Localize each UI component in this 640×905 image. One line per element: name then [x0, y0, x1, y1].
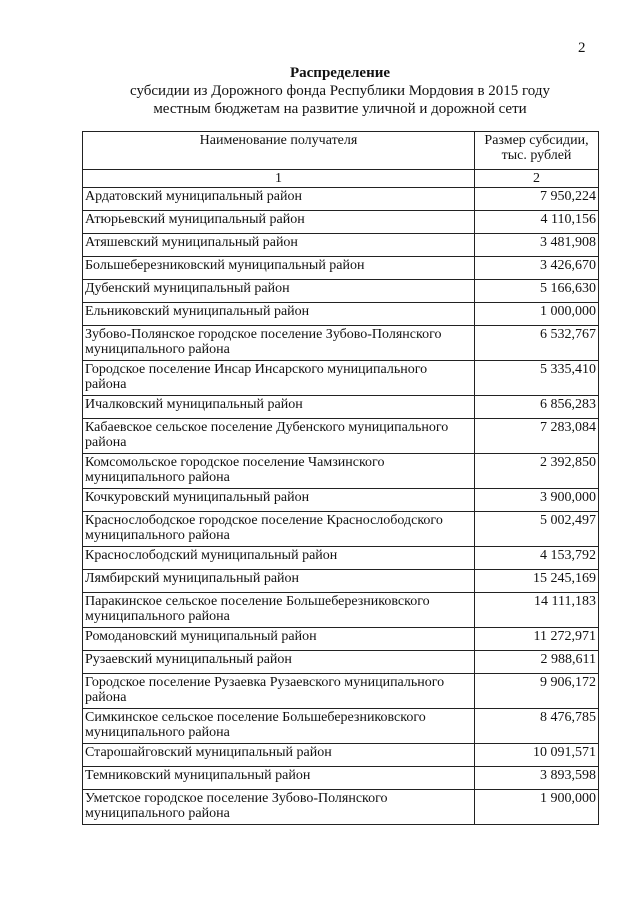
- recipient-name: Темниковский муниципальный район: [83, 767, 475, 790]
- document-subtitle-line-2: местным бюджетам на развитие уличной и дорожной сети: [153, 101, 527, 117]
- table-row: [83, 188, 599, 211]
- subsidy-amount: 6 856,283: [475, 396, 599, 419]
- subsidy-amount: 6 532,767: [475, 326, 599, 361]
- table-row: [83, 547, 599, 570]
- subsidy-amount: 14 111,183: [475, 593, 599, 628]
- recipient-name: Краснослободское городское поселение Краснослободского муниципального района: [83, 512, 475, 547]
- subsidy-amount: 8 476,785: [475, 709, 599, 744]
- subsidy-amount: 2 988,611: [475, 651, 599, 674]
- recipient-name: Ардатовский муниципальный район: [83, 188, 475, 211]
- recipient-name: Симкинское сельское поселение Большеберезниковского муниципального района: [83, 709, 475, 744]
- table-row: [83, 709, 599, 744]
- subsidy-amount: 1 900,000: [475, 790, 599, 825]
- table-row: [83, 628, 599, 651]
- subsidy-amount: 5 002,497: [475, 512, 599, 547]
- document-heading: [80, 64, 600, 118]
- subsidy-amount: 5 335,410: [475, 361, 599, 396]
- table-row: [83, 570, 599, 593]
- recipient-name: Ельниковский муниципальный район: [83, 303, 475, 326]
- recipient-name: Паракинское сельское поселение Большеберезниковского муниципального района: [83, 593, 475, 628]
- subsidy-amount: 2 392,850: [475, 454, 599, 489]
- subsidy-amount: 4 110,156: [475, 211, 599, 234]
- subsidy-amount: 11 272,971: [475, 628, 599, 651]
- document-subtitle-line-1: субсидии из Дорожного фонда Республики Мордовия в 2015 году: [130, 83, 550, 99]
- table-row: [83, 234, 599, 257]
- subsidy-amount: 9 906,172: [475, 674, 599, 709]
- subsidy-table: [82, 131, 599, 825]
- table-row: [83, 280, 599, 303]
- recipient-name: Лямбирский муниципальный район: [83, 570, 475, 593]
- table-row: [83, 767, 599, 790]
- recipient-name: Атяшевский муниципальный район: [83, 234, 475, 257]
- subsidy-amount: 7 283,084: [475, 419, 599, 454]
- subsidy-amount: 3 426,670: [475, 257, 599, 280]
- table-row: [83, 303, 599, 326]
- recipient-name: Ромодановский муниципальный район: [83, 628, 475, 651]
- subsidy-amount: 15 245,169: [475, 570, 599, 593]
- table-row: [83, 326, 599, 361]
- subsidy-amount: 5 166,630: [475, 280, 599, 303]
- subsidy-amount: 1 000,000: [475, 303, 599, 326]
- table-row: [83, 211, 599, 234]
- header-recipient-name: Наименование получателя: [83, 132, 475, 170]
- recipient-name: Зубово-Полянское городское поселение Зубово-Полянского муниципального района: [83, 326, 475, 361]
- table-row: [83, 744, 599, 767]
- table-row: [83, 593, 599, 628]
- subsidy-amount: 4 153,792: [475, 547, 599, 570]
- table-row: [83, 651, 599, 674]
- document-title: Распределение: [289, 65, 391, 81]
- table-row: [83, 396, 599, 419]
- table-row: [83, 419, 599, 454]
- column-number-2: 2: [475, 170, 599, 188]
- subsidy-amount: 7 950,224: [475, 188, 599, 211]
- recipient-name: Большеберезниковский муниципальный район: [83, 257, 475, 280]
- table-row: [83, 454, 599, 489]
- table-row: [83, 361, 599, 396]
- recipient-name: Кочкуровский муниципальный район: [83, 489, 475, 512]
- table-row: [83, 257, 599, 280]
- subsidy-amount: 10 091,571: [475, 744, 599, 767]
- page-number: 2: [578, 40, 586, 56]
- recipient-name: Краснослободский муниципальный район: [83, 547, 475, 570]
- column-number-1: 1: [83, 170, 475, 188]
- recipient-name: Комсомольское городское поселение Чамзинского муниципального района: [83, 454, 475, 489]
- table-row: [83, 790, 599, 825]
- recipient-name: Городское поселение Рузаевка Рузаевского муниципального района: [83, 674, 475, 709]
- recipient-name: Старошайговский муниципальный район: [83, 744, 475, 767]
- recipient-name: Уметское городское поселение Зубово-Полянского муниципального района: [83, 790, 475, 825]
- recipient-name: Атюрьевский муниципальный район: [83, 211, 475, 234]
- table-row: [83, 489, 599, 512]
- recipient-name: Кабаевское сельское поселение Дубенского муниципального района: [83, 419, 475, 454]
- table-row: [83, 674, 599, 709]
- header-subsidy-amount: Размер субсидии, тыс. рублей: [475, 132, 599, 170]
- subsidy-amount: 3 481,908: [475, 234, 599, 257]
- recipient-name: Дубенский муниципальный район: [83, 280, 475, 303]
- table-row: [83, 512, 599, 547]
- recipient-name: Ичалковский муниципальный район: [83, 396, 475, 419]
- recipient-name: Городское поселение Инсар Инсарского муниципального района: [83, 361, 475, 396]
- subsidy-amount: 3 893,598: [475, 767, 599, 790]
- recipient-name: Рузаевский муниципальный район: [83, 651, 475, 674]
- subsidy-amount: 3 900,000: [475, 489, 599, 512]
